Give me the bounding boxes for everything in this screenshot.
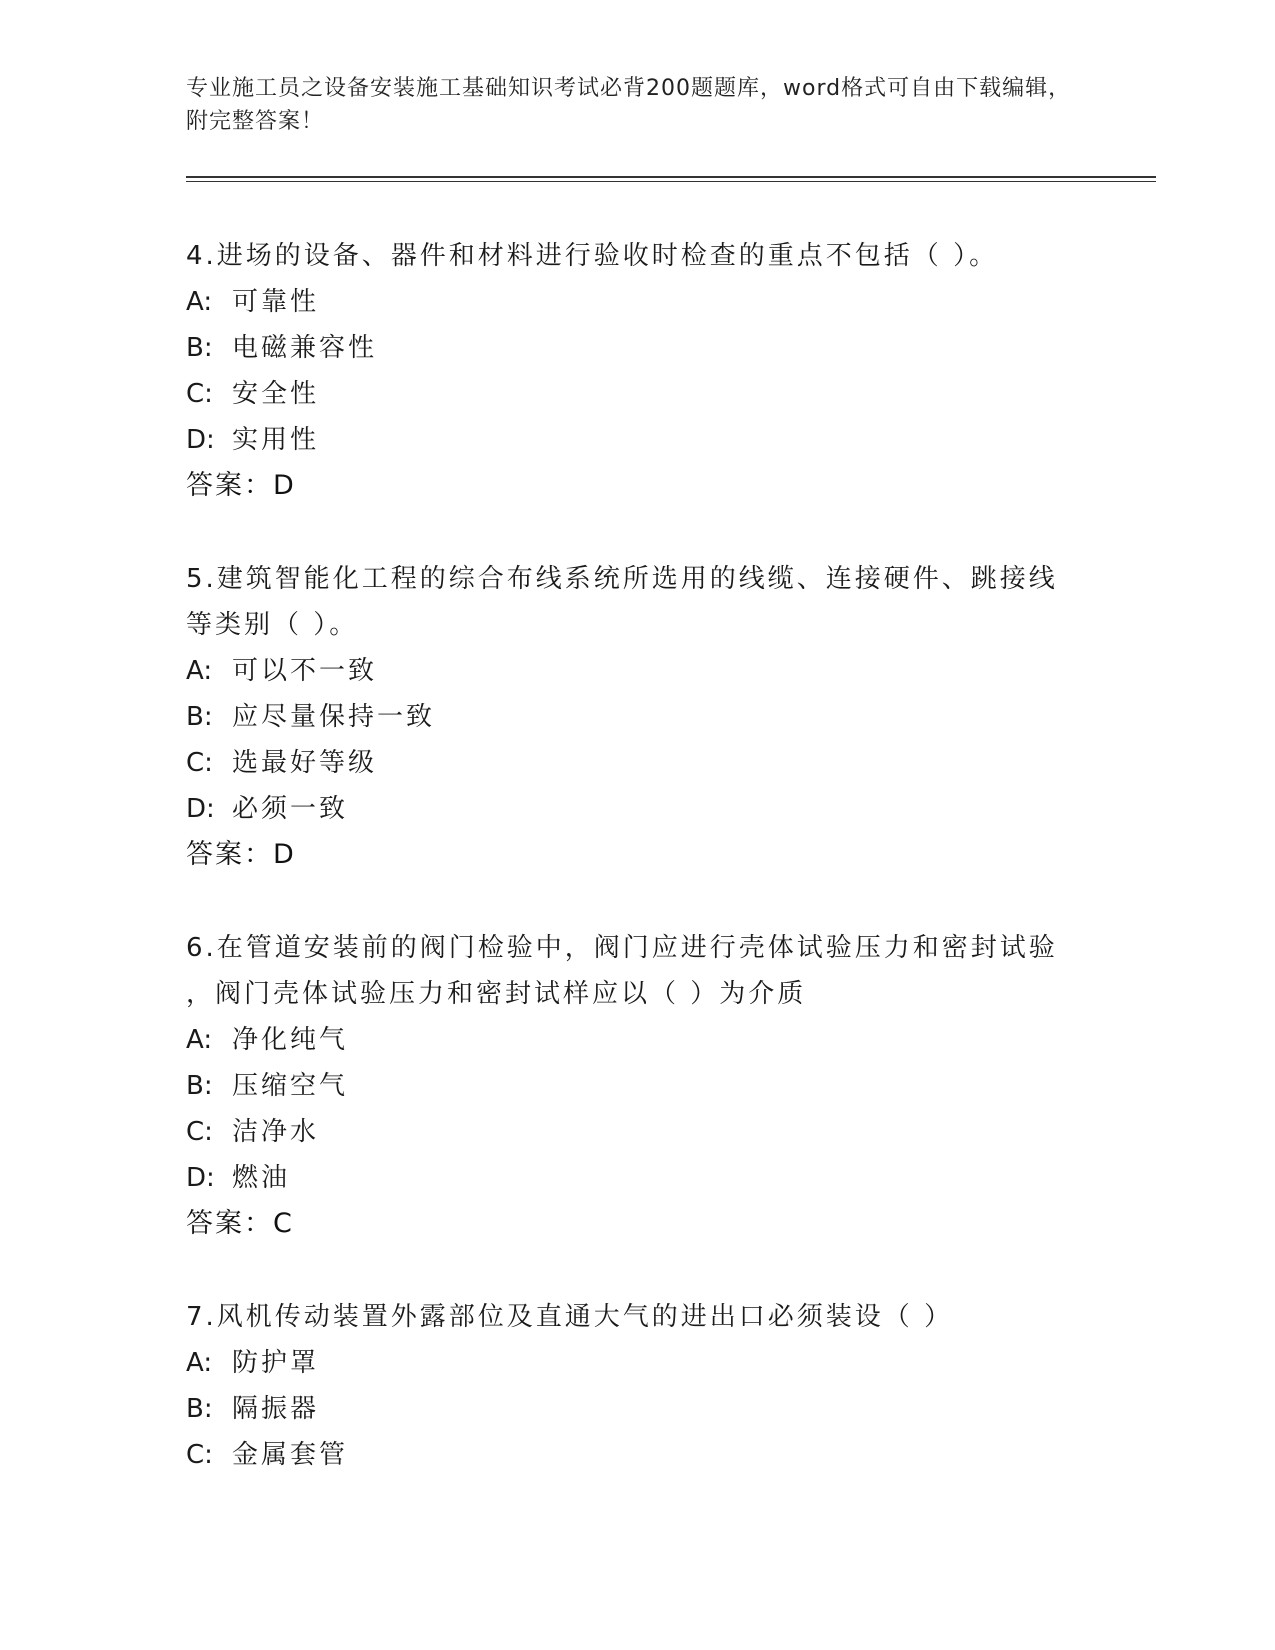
option-letter: C: [186, 1117, 213, 1147]
option-c [186, 1432, 1086, 1478]
option-b [186, 325, 1086, 371]
option-text: 必须一致 [232, 794, 349, 824]
option-letter: A: [186, 287, 213, 317]
option-text: 实用性 [232, 425, 320, 455]
option-a [186, 279, 1086, 325]
option-text: 电磁兼容性 [232, 333, 378, 363]
option-c [186, 1109, 1086, 1155]
question-list [186, 233, 1086, 1525]
option-letter: D: [186, 1163, 215, 1193]
option-letter: B: [186, 1071, 213, 1101]
option-d [186, 786, 1086, 832]
option-text: 金属套管 [232, 1440, 349, 1470]
question-text-line-1: 6.在管道安装前的阀门检验中，阀门应进行壳体试验压力和密封试验 [186, 933, 1058, 963]
question-7 [186, 1294, 1086, 1478]
option-text: 洁净水 [232, 1117, 320, 1147]
option-letter: B: [186, 702, 213, 732]
answer-line: 答案：C [186, 1208, 294, 1239]
option-text: 隔振器 [232, 1394, 320, 1424]
option-d [186, 417, 1086, 463]
option-b [186, 694, 1086, 740]
option-a [186, 1017, 1086, 1063]
question-text-line-2: ，阀门壳体试验压力和密封试样应以（ ）为介质 [186, 979, 807, 1009]
answer-line: 答案：D [186, 839, 296, 870]
option-letter: D: [186, 425, 215, 455]
question-6 [186, 925, 1086, 1247]
option-text: 选最好等级 [232, 748, 378, 778]
option-text: 可靠性 [232, 287, 320, 317]
option-c [186, 371, 1086, 417]
option-letter: B: [186, 1394, 213, 1424]
option-text: 燃油 [232, 1163, 291, 1193]
option-text: 安全性 [232, 379, 320, 409]
header-divider [186, 176, 1156, 182]
question-text-line-2: 等类别（ ）。 [186, 610, 359, 640]
option-letter: A: [186, 1348, 213, 1378]
option-letter: C: [186, 379, 213, 409]
option-letter: D: [186, 794, 215, 824]
question-text: 4.进场的设备、器件和材料进行验收时检查的重点不包括（ ）。 [186, 241, 999, 271]
option-text: 净化纯气 [232, 1025, 349, 1055]
answer-line: 答案：D [186, 470, 296, 501]
option-b [186, 1386, 1086, 1432]
option-text: 防护罩 [232, 1348, 320, 1378]
option-letter: C: [186, 1440, 213, 1470]
option-b [186, 1063, 1086, 1109]
option-c [186, 740, 1086, 786]
option-text: 应尽量保持一致 [232, 702, 436, 732]
option-d [186, 1155, 1086, 1201]
option-text: 压缩空气 [232, 1071, 349, 1101]
question-4 [186, 233, 1086, 509]
option-text: 可以不一致 [232, 656, 378, 686]
question-text: 7.风机传动装置外露部位及直通大气的进出口必须装设（ ） [186, 1302, 954, 1332]
option-letter: A: [186, 656, 213, 686]
option-letter: A: [186, 1025, 213, 1055]
question-text-line-1: 5.建筑智能化工程的综合布线系统所选用的线缆、连接硬件、跳接线 [186, 564, 1058, 594]
option-letter: C: [186, 748, 213, 778]
option-letter: B: [186, 333, 213, 363]
option-a [186, 648, 1086, 694]
option-a [186, 1340, 1086, 1386]
question-5 [186, 556, 1086, 878]
page-header-title: 专业施工员之设备安装施工基础知识考试必背200题题库，word格式可自由下载编辑，附完整答案！ [186, 76, 1072, 134]
